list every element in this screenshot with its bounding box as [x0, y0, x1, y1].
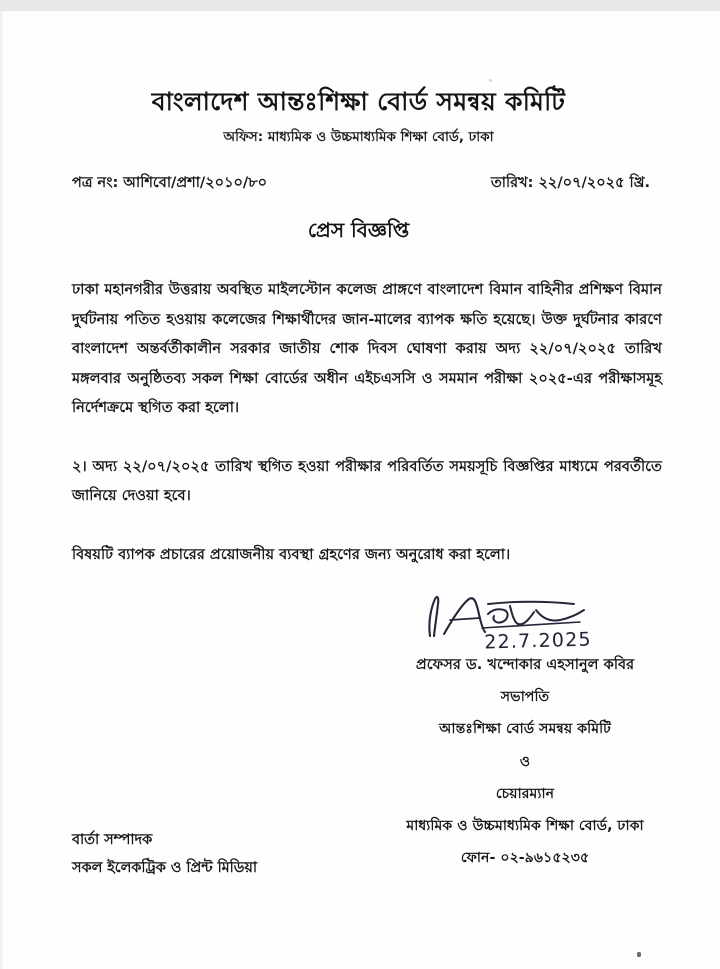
distribution-block: [72, 826, 472, 882]
paper-speck: [489, 79, 492, 82]
signatory-conjunction: ও: [519, 754, 531, 770]
memo-meta-row: [72, 172, 650, 196]
signatory-organization-committee: আন্তঃশিক্ষা বোর্ড সমন্বয় কমিটি: [439, 721, 611, 737]
memo-date: তারিখ: ২২/০৭/২০২৫ খ্রি.: [490, 175, 650, 191]
office-address: অফিস: মাধ্যমিক ও উচ্চমাধ্যমিক শিক্ষা বোর্ড, ঢাকা: [223, 129, 494, 146]
distribution-line-1: বার্তা সম্পাদক: [72, 832, 153, 848]
body-paragraph-1: ঢাকা মহানগরীর উত্তরায় অবস্থিত মাইলস্টোন কলেজ প্রাঙ্গণে বাংলাদেশ বিমান বাহিনীর প্রশিক্ষণ বিমান দুর্ঘটনায় পতিত হওয়ায় কলেজের শিক্ষার্থীদের জান-মালের ব্যাপক ক্ষতি হয়েছে। উক্ত দুর্ঘটনার কারণে বাংলাদেশ অন্তর্বর্তীকালীন সরকার জাতীয় শোক দিবস ঘোষণা করায় অদ্য ২২/০৭/২০২৫ তারিখ মঙ্গলবার অনুষ্ঠিতব্য সকল শিক্ষা বোর্ডের অধীন এইচএসসি ও সমমান পরীক্ষা ২০২৫-এর পরীক্ষাসমূহ নির্দেশক্রমে স্থগিত করা হলো।: [72, 281, 662, 416]
distribution-line-2: সকল ইলেকট্রিক ও প্রিন্ট মিডিয়া: [72, 860, 258, 876]
letterhead: [0, 86, 717, 149]
signatory-phone: ফোন- ০২-৯৬১৫২৩৫: [460, 850, 590, 866]
organization-title: বাংলাদেশ আন্তঃশিক্ষা বোর্ড সমন্বয় কমিটি: [151, 87, 566, 116]
memo-number: পত্র নং: আশিবো/প্রশা/২০১০/৮০: [72, 175, 268, 191]
signature-date: 22.7.2025: [483, 628, 593, 654]
document-body: [72, 275, 662, 569]
document-heading: প্রেস বিজ্ঞপ্তি: [307, 218, 410, 242]
body-paragraph-2: ২। অদ্য ২২/০৭/২০২৫ তারিখ স্থগিত হওয়া পরীক্ষার পরিবর্তিত সময়সূচি বিজ্ঞপ্তির মাধ্যমে পরবর্তীতে জানিয়ে দেওয়া হবে।: [72, 457, 662, 504]
scan-artifact-speck: [637, 952, 641, 957]
scan-top-edge: [0, 0, 720, 11]
signatory-organization-board: মাধ্যমিক ও উচ্চমাধ্যমিক শিক্ষা বোর্ড, ঢাকা: [406, 818, 644, 834]
signatory-title-chairperson: সভাপতি: [500, 689, 550, 705]
signatory-name: প্রফেসর ড. খন্দোকার এহসানুল কবির: [415, 656, 635, 673]
body-paragraph-3: বিষয়টি ব্যাপক প্রচারের প্রয়োজনীয় ব্যবস্থা গ্রহণের জন্য অনুরোধ করা হলো।: [72, 545, 511, 563]
signatory-title-chairman: চেয়ারম্যান: [495, 786, 555, 802]
